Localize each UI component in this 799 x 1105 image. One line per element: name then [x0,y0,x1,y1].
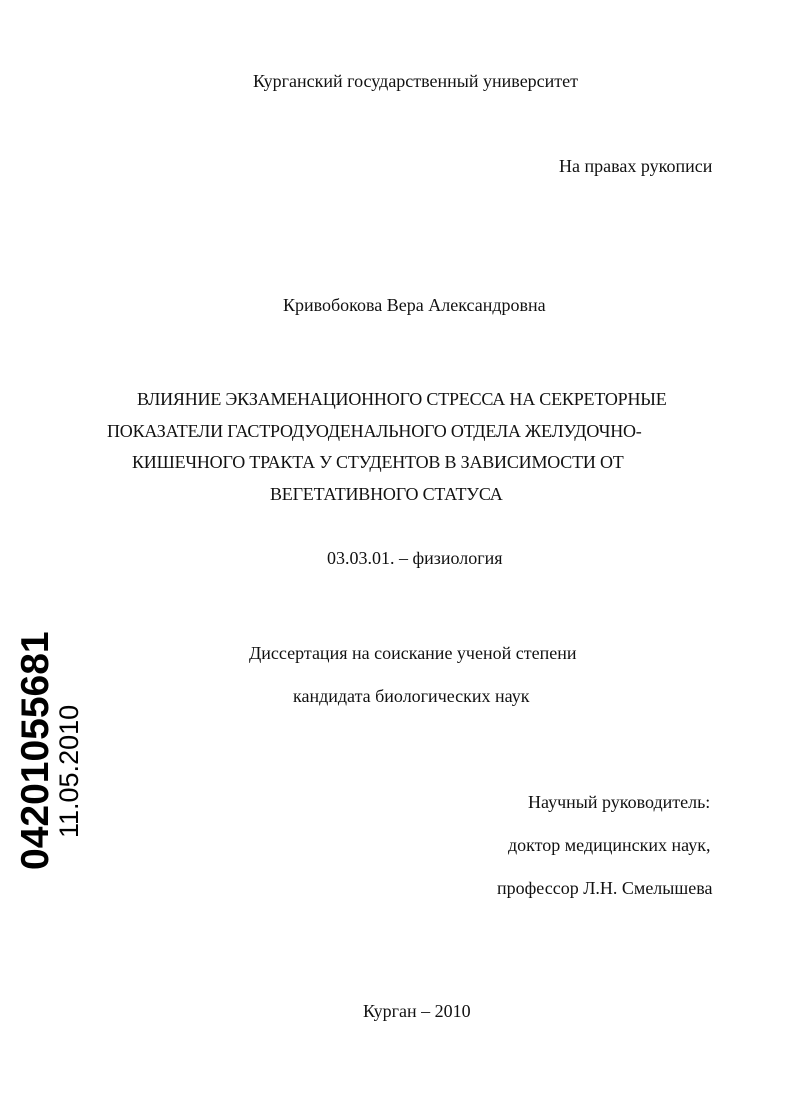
dissertation-title-line-2: ПОКАЗАТЕЛИ ГАСТРОДУОДЕНАЛЬНОГО ОТДЕЛА ЖЕЛУДОЧНО- [107,421,642,441]
dissertation-title-line-4: ВЕГЕТАТИВНОГО СТАТУСА [270,484,503,504]
stamp-date: 11.05.2010 [54,704,84,838]
author-name: Кривобокова Вера Александровна [283,295,546,315]
dissertation-title-line-1: ВЛИЯНИЕ ЭКЗАМЕНАЦИОННОГО СТРЕССА НА СЕКРЕТОРНЫЕ [137,389,667,409]
dissertation-title-line-3: КИШЕЧНОГО ТРАКТА У СТУДЕНТОВ В ЗАВИСИМОСТИ ОТ [132,452,624,472]
specialty-code: 03.03.01. – физиология [327,548,503,568]
degree-line-2: кандидата биологических наук [293,686,530,706]
manuscript-note: На правах рукописи [559,156,713,176]
stamp-number: 04201055681 [14,631,57,870]
city-year: Курган – 2010 [363,1001,471,1021]
university-name: Курганский государственный университет [253,71,579,91]
supervisor-label: Научный руководитель: [528,792,711,812]
supervisor-name: профессор Л.Н. Смелышева [497,878,713,898]
degree-line-1: Диссертация на соискание ученой степени [249,643,577,663]
supervisor-degree: доктор медицинских наук, [508,835,711,855]
